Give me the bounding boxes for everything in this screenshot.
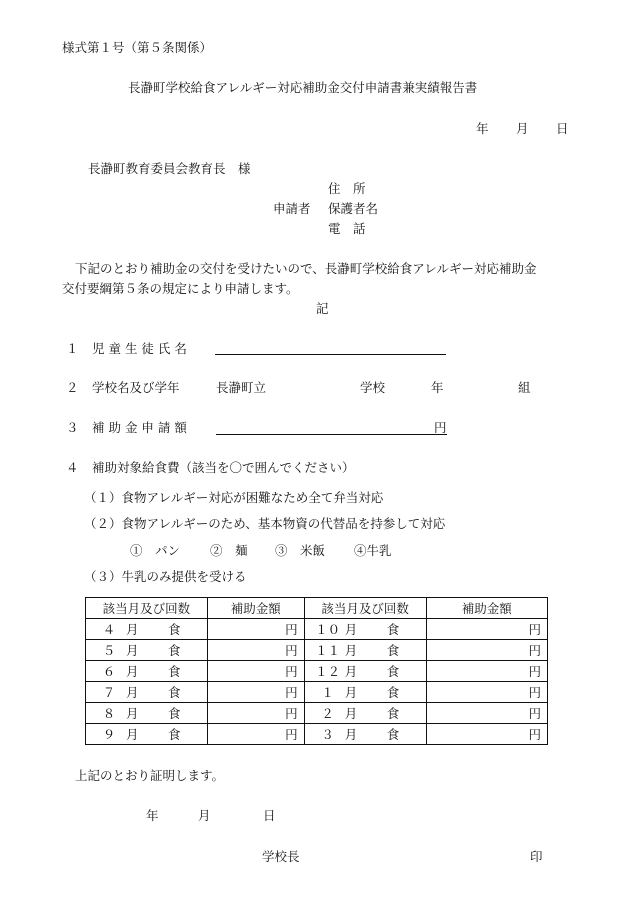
month-unit: 月 <box>126 727 139 742</box>
item2-label: 学校名及び学年 <box>92 380 180 395</box>
amount-left[interactable] <box>207 682 304 703</box>
item4-number: ４ <box>66 460 79 475</box>
amount-left[interactable] <box>207 619 304 640</box>
table-row <box>86 619 548 640</box>
month-unit: 月 <box>126 643 139 658</box>
yen-unit: 円 <box>285 706 298 721</box>
item2-year: 年 <box>431 380 444 395</box>
month-number: １１ <box>315 643 341 658</box>
table-row <box>86 703 548 724</box>
document-title: 長瀞町学校給食アレルギー対応補助金交付申請書兼実績報告書 <box>128 80 478 95</box>
month-count-right[interactable] <box>304 640 426 661</box>
month-number: ６ <box>102 664 116 679</box>
month-unit: 月 <box>344 706 358 721</box>
month-count-left[interactable] <box>86 640 208 661</box>
month-number: ５ <box>102 643 116 658</box>
choice-number: ① <box>130 543 143 558</box>
date-month: 月 <box>516 121 529 136</box>
meal-unit: 食 <box>386 622 400 637</box>
certify-text: 上記のとおり証明します。 <box>75 768 225 783</box>
addressee: 長瀞町教育委員会教育長 様 <box>88 161 251 176</box>
yen-unit: 円 <box>285 685 298 700</box>
month-unit: 月 <box>126 706 139 721</box>
month-number: １２ <box>315 664 341 679</box>
month-unit: 月 <box>126 685 139 700</box>
yen-unit: 円 <box>528 622 541 637</box>
table-row <box>86 640 548 661</box>
meal-unit: 食 <box>386 643 400 658</box>
choice-noodles[interactable] <box>210 543 248 558</box>
seal-mark: 印 <box>530 849 543 864</box>
table-header-row <box>86 598 548 619</box>
month-count-right[interactable] <box>304 619 426 640</box>
meal-count-table <box>85 597 548 745</box>
month-number: １０ <box>315 622 341 637</box>
cert-month: 月 <box>198 808 211 823</box>
amount-right[interactable] <box>426 640 547 661</box>
month-number: １ <box>321 685 334 700</box>
table-row <box>86 682 548 703</box>
meal-unit: 食 <box>386 685 400 700</box>
phone-label: 電 話 <box>328 221 366 236</box>
item3-yen: 円 <box>434 420 447 435</box>
meal-unit: 食 <box>168 643 181 658</box>
option-2[interactable]: （２）食物アレルギーのため、基本物資の代替品を持参して対応 <box>84 516 446 531</box>
month-unit: 月 <box>126 664 139 679</box>
item4-label: 補助対象給食費（該当を〇で囲んでください） <box>92 460 355 475</box>
month-count-right[interactable] <box>304 703 426 724</box>
amount-right[interactable] <box>426 661 547 682</box>
yen-unit: 円 <box>528 685 541 700</box>
meal-unit: 食 <box>386 706 400 721</box>
amount-right[interactable] <box>426 703 547 724</box>
choice-label: 麺 <box>235 543 248 558</box>
amount-line[interactable] <box>216 434 447 435</box>
yen-unit: 円 <box>285 664 298 679</box>
option-1[interactable]: （１）食物アレルギー対応が困難なため全て弁当対応 <box>84 490 384 505</box>
month-count-right[interactable] <box>304 661 426 682</box>
ki-mark: 記 <box>316 301 329 316</box>
amount-left[interactable] <box>207 724 304 745</box>
amount-left[interactable] <box>207 703 304 724</box>
cert-year: 年 <box>146 808 159 823</box>
choice-milk[interactable] <box>354 543 392 558</box>
amount-right[interactable] <box>426 619 547 640</box>
month-unit: 月 <box>126 622 139 637</box>
month-number: ８ <box>102 706 116 721</box>
option-3[interactable]: （３）牛乳のみ提供を受ける <box>84 569 247 584</box>
yen-unit: 円 <box>285 643 298 658</box>
guardian-label: 保護者名 <box>328 201 379 216</box>
choice-label: 米飯 <box>300 543 326 558</box>
choice-rice[interactable] <box>275 543 325 558</box>
date-year: 年 <box>476 121 489 136</box>
month-unit: 月 <box>344 664 358 679</box>
table-row <box>86 724 548 745</box>
item2-town: 長瀞町立 <box>216 380 267 395</box>
item2-school: 学校 <box>360 380 386 395</box>
yen-unit: 円 <box>285 727 298 742</box>
choice-number: ② <box>210 543 223 558</box>
month-unit: 月 <box>344 685 358 700</box>
month-count-left[interactable] <box>86 682 208 703</box>
address-label: 住 所 <box>328 181 366 196</box>
table-row <box>86 661 548 682</box>
header-month-count-right: 該当月及び回数 <box>304 598 426 619</box>
month-count-left[interactable] <box>86 619 208 640</box>
yen-unit: 円 <box>528 706 541 721</box>
month-count-left[interactable] <box>86 724 208 745</box>
item2-class: 組 <box>518 380 531 395</box>
meal-unit: 食 <box>168 664 181 679</box>
item3-label: 補 助 金 申 請 額 <box>92 420 187 435</box>
principal-label: 学校長 <box>262 849 300 864</box>
yen-unit: 円 <box>528 727 541 742</box>
month-unit: 月 <box>344 643 358 658</box>
month-number: ４ <box>102 622 116 637</box>
month-number: ７ <box>102 685 116 700</box>
body-line-1: 下記のとおり補助金の交付を受けたいので、長瀞町学校給食アレルギー対応補助金 <box>75 261 537 276</box>
choice-number: ③ <box>275 543 288 558</box>
amount-right[interactable] <box>426 724 547 745</box>
month-count-left[interactable] <box>86 661 208 682</box>
item1-label: 児 童 生 徒 氏 名 <box>92 341 187 356</box>
body-line-2: 交付要綱第５条の規定により申請します。 <box>62 281 299 296</box>
month-unit: 月 <box>344 727 358 742</box>
month-count-left[interactable] <box>86 703 208 724</box>
applicant-label: 申請者 <box>273 201 311 216</box>
meal-unit: 食 <box>168 706 181 721</box>
item3-number: ３ <box>66 420 79 435</box>
month-number: ３ <box>321 727 334 742</box>
month-number: ９ <box>102 727 116 742</box>
header-amount-left: 補助金額 <box>207 598 304 619</box>
cert-day: 日 <box>263 808 276 823</box>
amount-left[interactable] <box>207 640 304 661</box>
meal-unit: 食 <box>386 727 400 742</box>
amount-right[interactable] <box>426 682 547 703</box>
choice-label: パン <box>155 543 181 558</box>
yen-unit: 円 <box>528 643 541 658</box>
meal-unit: 食 <box>168 622 181 637</box>
meal-unit: 食 <box>386 664 400 679</box>
yen-unit: 円 <box>528 664 541 679</box>
item2-number: ２ <box>66 380 79 395</box>
header-amount-right: 補助金額 <box>426 598 547 619</box>
month-count-right[interactable] <box>304 724 426 745</box>
meal-unit: 食 <box>168 685 181 700</box>
month-unit: 月 <box>344 622 358 637</box>
item1-number: １ <box>66 341 79 356</box>
form-number: 様式第１号（第５条関係） <box>62 40 213 55</box>
choice-number: ④ <box>354 543 367 558</box>
choice-bread[interactable] <box>130 543 180 558</box>
month-count-right[interactable] <box>304 682 426 703</box>
header-month-count-left: 該当月及び回数 <box>86 598 208 619</box>
student-name-line[interactable] <box>215 354 446 355</box>
choice-label: 牛乳 <box>366 543 392 558</box>
meal-unit: 食 <box>168 727 181 742</box>
month-number: ２ <box>321 706 334 721</box>
date-day: 日 <box>556 121 569 136</box>
amount-left[interactable] <box>207 661 304 682</box>
yen-unit: 円 <box>285 622 298 637</box>
